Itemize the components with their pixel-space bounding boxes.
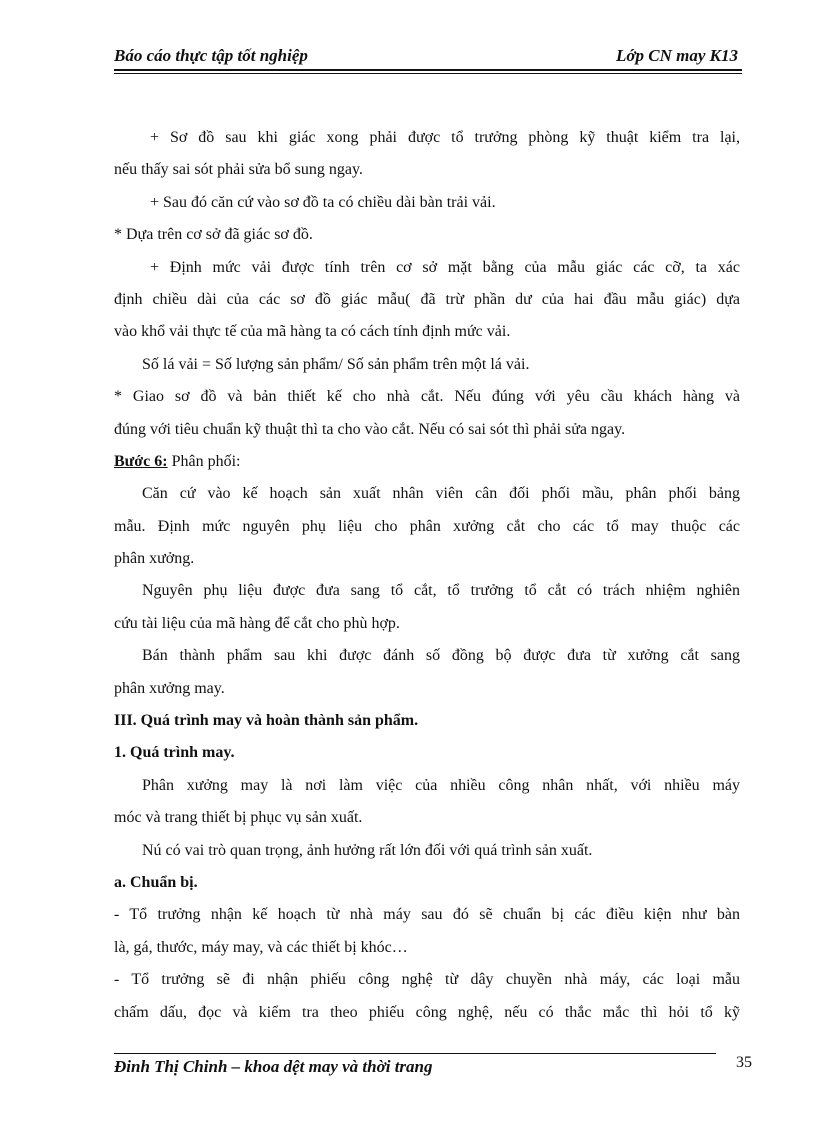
text-line: cứu tài liệu của mã hàng để cắt cho phù hợp. [114, 614, 400, 632]
document-body [114, 124, 740, 1031]
text-line: Phân xưởng may là nơi làm việc của nhiều công nhân nhất, với nhiều máy [142, 776, 740, 794]
text-line: * Dựa trên cơ sở đã giác sơ đồ. [114, 226, 313, 244]
text-line: Nú có vai trò quan trọng, ảnh hưởng rất lớn đối với quá trình sản xuất. [142, 841, 593, 859]
text-line: + Sau đó căn cứ vào sơ đồ ta có chiều dài bàn trải vải. [150, 193, 496, 211]
text-line: - Tổ trưởng sẽ đi nhận phiếu công nghệ từ dây chuyền nhà máy, các loại mẫu [114, 971, 740, 989]
footer-rule [114, 1053, 716, 1054]
section-heading: III. Quá trình may và hoàn thành sản phẩm. [114, 712, 419, 730]
footer-author: Đinh Thị Chinh – khoa dệt may và thời trang [114, 1057, 433, 1076]
page-number: 35 [736, 1054, 752, 1071]
text-line: Căn cứ vào kế hoạch sản xuất nhân viên cân đối phối mầu, phân phối bảng [142, 485, 740, 503]
text-line: * Giao sơ đồ và bản thiết kế cho nhà cắt. Nếu đúng với yêu cầu khách hàng và [114, 388, 740, 406]
header-rule-thin [114, 73, 742, 74]
text-line: + Sơ đồ sau khi giác xong phải được tổ trưởng phòng kỹ thuật kiểm tra lại, [150, 129, 740, 146]
step-title: Phân phối: [167, 452, 241, 470]
text-line: là, gá, thước, máy may, và các thiết bị khóc… [114, 938, 408, 956]
text-line: móc và trang thiết bị phục vụ sản xuất. [114, 809, 363, 827]
text-line: mẫu. Định mức nguyên phụ liệu cho phân xưởng cắt cho các tổ may thuộc các [114, 517, 740, 535]
text-line: đúng với tiêu chuẩn kỹ thuật thì ta cho vào cắt. Nếu có sai sót thì phải sửa ngay. [114, 420, 626, 438]
text-line: Bán thành phẩm sau khi được đánh số đồng bộ được đưa từ xưởng cắt sang [142, 647, 740, 665]
header-class-name: Lớp CN may K13 [616, 46, 738, 65]
text-line: chấm dấu, đọc và kiểm tra theo phiếu công nghệ, nếu có thắc mắc thì hỏi tổ kỹ [114, 1003, 740, 1021]
header-rule-thick [114, 69, 742, 71]
text-line: Số lá vải = Số lượng sản phẩm/ Số sản phẩm trên một lá vải. [142, 355, 530, 373]
subsection-heading: a. Chuẩn bị. [114, 873, 198, 891]
text-line: Nguyên phụ liệu được đưa sang tổ cắt, tổ trưởng tổ cắt có trách nhiệm nghiên [142, 582, 740, 600]
text-line: - Tổ trưởng nhận kế hoạch từ nhà máy sau đó sẽ chuẩn bị các điều kiện như bàn [114, 906, 740, 924]
step-heading [114, 448, 740, 480]
header-report-title: Báo cáo thực tập tốt nghiệp [114, 46, 308, 65]
text-line: định chiều dài của các sơ đồ giác mẫu( đã trừ phần dư của hai đầu mẫu giác) dựa [114, 290, 740, 308]
text-line: nếu thấy sai sót phải sửa bổ sung ngay. [114, 161, 363, 179]
step-label: Bước 6: [114, 452, 168, 470]
page-header [114, 44, 742, 72]
text-line: + Định mức vải được tính trên cơ sở mặt bằng của mẫu giác các cỡ, ta xác [150, 258, 740, 276]
text-line: phân xưởng may. [114, 679, 225, 697]
text-line: phân xưởng. [114, 550, 195, 568]
text-line: vào khổ vải thực tế của mã hàng ta có cách tính định mức vải. [114, 323, 511, 341]
subsection-heading: 1. Quá trình may. [114, 744, 235, 762]
